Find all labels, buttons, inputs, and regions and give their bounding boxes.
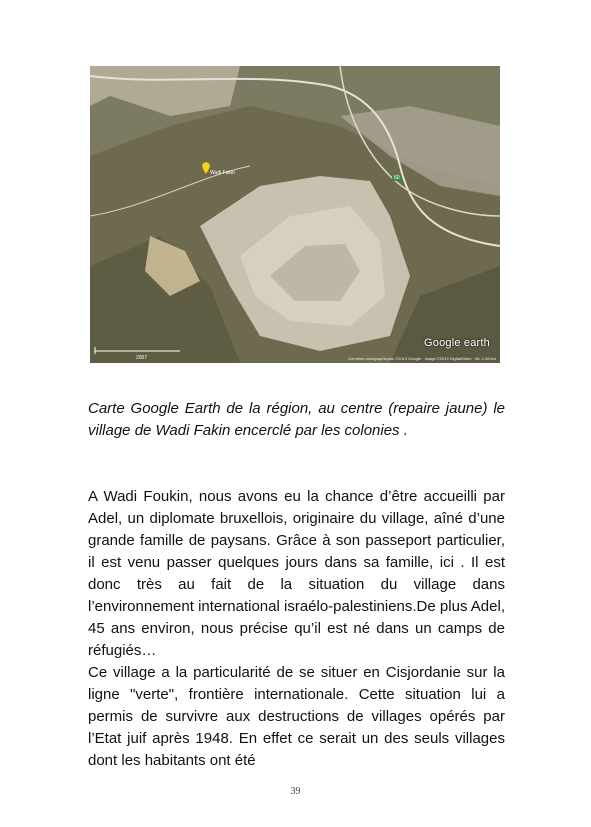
body-paragraph: Ce village a la particularité de se situer en Cisjordanie sur la ligne "verte", frontière internationale. Cette situation lui a permis de survivre aux destructions de villages opérés par l’Etat juif après 1948. En effet ce serait un des seuls villages dont les habitants ont été <box>88 664 505 769</box>
google-earth-logo: Google earth <box>424 337 490 349</box>
map-road-label: 60 <box>394 175 400 181</box>
map-credit: Données cartographiques ©2013 Google · Image ©2013 DigitalGlobe · Alt. 1.98 km <box>348 356 496 361</box>
map-place-label: Wadi Fukin <box>210 170 235 176</box>
page-number: 39 <box>290 786 301 797</box>
map-scale-year: 2007 <box>136 355 148 361</box>
yellow-pin-icon <box>202 162 210 174</box>
satellite-terrain <box>90 66 500 363</box>
satellite-map-image <box>90 66 500 363</box>
body-paragraph: A Wadi Foukin, nous avons eu la chance d’être accueilli par Adel, un diplomate bruxellois, originaire du village, aîné d’une grande famille de paysans. Grâce à son passeport particulier, il est venu passer quelques jours dans sa famille, ici . Il est donc très au fait de la situation du village dans l’environnement international israélo-palestiniens.De plus Adel, 45 ans environ, nous précise qu’il est né dans un camps de réfugiés… <box>88 488 505 659</box>
figure-caption: Carte Google Earth de la région, au centre (repaire jaune) le village de Wadi Fakin encerclé par les colonies . <box>88 400 505 439</box>
body-text <box>88 486 505 772</box>
